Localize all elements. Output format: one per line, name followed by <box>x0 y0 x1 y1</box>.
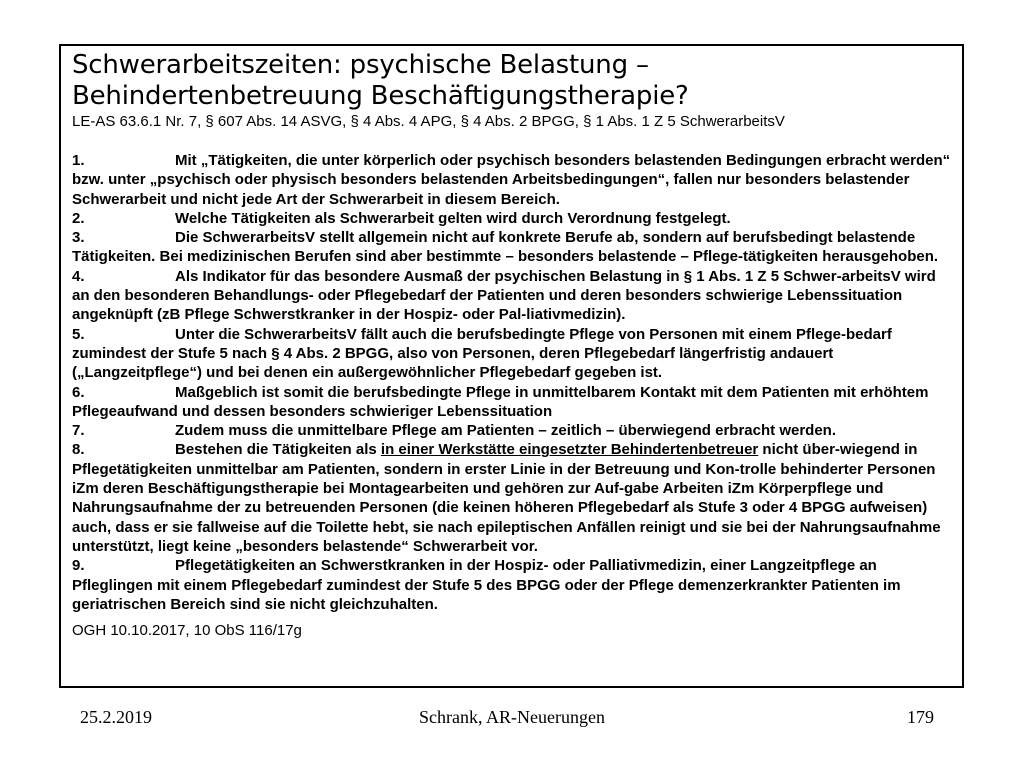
paragraph-number: 2. <box>72 209 85 227</box>
paragraph-text: Die SchwerarbeitsV stellt allgemein nicht auf konkrete Berufe ab, sondern auf berufsbedingt belastende Tätigkeiten. Bei medizinischen Berufen sind aber bestimmte – besonders belastende – Pflege-tätigkeiten herausgehoben. <box>72 229 939 266</box>
paragraph-6 <box>72 383 952 422</box>
paragraph-7 <box>72 421 952 440</box>
paragraph-9 <box>72 556 952 614</box>
paragraph-text-after: nicht über-wiegend in Pflegetätigkeiten unmittelbar am Patienten, sondern in erster Linie in der Betreuung und Kon-trolle behinderter Personen iZm deren Beschäftigungstherapie bei Montagearbeiten und gehören zur Auf-gabe Arbeiten iZm Körperpflege und Nahrungsaufnahme der zu betreuenden Personen (die keinen höheren Pflegebedarf als Stufe 3 oder 4 BPGG aufweisen) auch, dass er sie fallweise auf die Toilette hebt, sie nach epileptischen Anfällen reinigt und sie bei der Nahrungsaufnahme unterstützt, liegt keine „besonders belastende“ Schwerarbeit vor. <box>72 441 941 555</box>
paragraph-text: Mit „Tätigkeiten, die unter körperlich oder psychisch besonders belastenden Bedingungen erbracht werden“ bzw. unter „psychisch oder physisch besonders belastenden Arbeitsbedingungen“, fallen nur besonders belastender Schwerarbeit und nicht jede Art der Schwerarbeit in diesem Bereich. <box>72 152 951 208</box>
paragraph-text: Pflegetätigkeiten an Schwerstkranken in der Hospiz- oder Palliativmedizin, einer Langzeitpflege an Pfleglingen mit einem Pflegebedarf zumindest der Stufe 5 des BPGG oder der Pflege demenzerkrankter Patienten im geriatrischen Bereich sind sie nicht gleichzuhalten. <box>72 557 901 613</box>
slide-content-frame <box>59 44 964 688</box>
slide-title <box>72 50 952 112</box>
paragraph-number: 1. <box>72 152 85 169</box>
footer-page-number: 179 <box>907 707 934 727</box>
paragraph-number: 3. <box>72 229 85 247</box>
paragraph-text-underlined: in einer Werkstätte eingesetzter Behindertenbetreuer <box>380 441 759 459</box>
paragraph-1 <box>72 151 952 209</box>
paragraph-text: Welche Tätigkeiten als Schwerarbeit gelten wird durch Verordnung festgelegt. <box>175 209 731 227</box>
paragraph-number: 8. <box>72 441 85 459</box>
paragraph-2 <box>72 209 952 228</box>
footer-author: Schrank, AR-Neuerungen <box>419 707 605 727</box>
paragraph-5 <box>72 325 952 383</box>
footer-date: 25.2.2019 <box>80 707 152 727</box>
legal-references: LE-AS 63.6.1 Nr. 7, § 607 Abs. 14 ASVG, § 4 Abs. 4 APG, § 4 Abs. 2 BPGG, § 1 Abs. 1 Z 5 SchwerarbeitsV <box>72 113 785 130</box>
paragraph-list <box>72 151 952 614</box>
paragraph-8 <box>72 440 952 556</box>
paragraph-number: 4. <box>72 267 85 285</box>
paragraph-number: 5. <box>72 325 85 343</box>
paragraph-text: Zudem muss die unmittelbare Pflege am Patienten – zeitlich – überwiegend erbracht werden. <box>175 422 837 440</box>
paragraph-text-before: Bestehen die Tätigkeiten als <box>175 441 381 459</box>
slide-title-line-1: Schwerarbeitszeiten: psychische Belastung – <box>72 50 649 80</box>
paragraph-number: 6. <box>72 383 85 401</box>
paragraph-number: 9. <box>72 557 85 575</box>
slide-title-line-2: Behindertenbetreuung Beschäftigungstherapie? <box>72 81 689 111</box>
paragraph-text: Maßgeblich ist somit die berufsbedingte Pflege in unmittelbarem Kontakt mit dem Patienten mit erhöhtem Pflegeaufwand und dessen besonders schwieriger Lebenssituation <box>72 383 929 420</box>
paragraph-3 <box>72 228 952 267</box>
paragraph-text: Als Indikator für das besondere Ausmaß der psychischen Belastung in § 1 Abs. 1 Z 5 Schwer-arbeitsV wird an den besonderen Behandlungs- oder Pflegebedarf der Patienten und deren besonders schwierige Lebenssituation angeknüpft (zB Pflege Schwerstkranker in der Hospiz- oder Pal-liativmedizin). <box>72 267 936 324</box>
court-citation: OGH 10.10.2017, 10 ObS 116/17g <box>72 622 302 640</box>
paragraph-text: Unter die SchwerarbeitsV fällt auch die berufsbedingte Pflege von Personen mit einem Pflege-bedarf zumindest der Stufe 5 nach § 4 Abs. 2 BPGG, also von Personen, deren Pflegebedarf längerfristig andauert („Langzeitpflege“) und bei denen ein außergewöhnlicher Pflegebedarf gegeben ist. <box>72 325 892 382</box>
paragraph-number: 7. <box>72 422 85 440</box>
paragraph-4 <box>72 267 952 325</box>
